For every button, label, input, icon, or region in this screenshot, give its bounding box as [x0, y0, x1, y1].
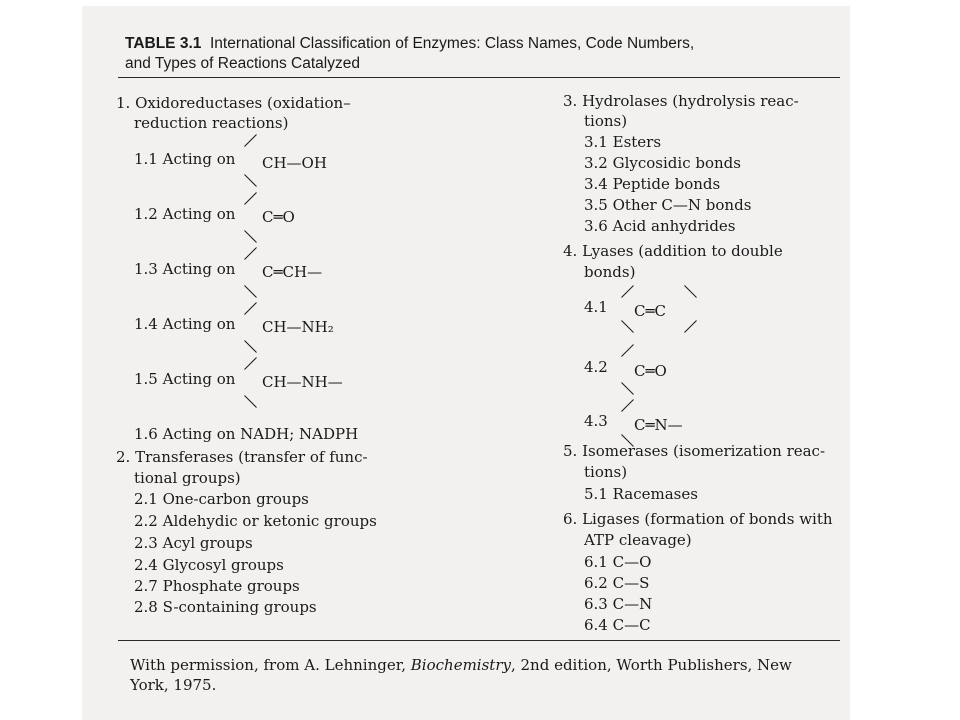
credit-book: Biochemistry: [410, 656, 511, 674]
table-caption: [125, 34, 694, 54]
group-4-1: C═C: [634, 302, 666, 320]
class-4-title: 4. Lyases (addition to double: [563, 242, 783, 260]
entry-3-6: 3.6 Acid anhydrides: [584, 217, 736, 235]
top-rule: [118, 77, 840, 78]
class-2-title-cont: tional groups): [134, 469, 241, 487]
entry-3-2: 3.2 Glycosidic bonds: [584, 154, 741, 172]
entry-2-3: 2.3 Acyl groups: [134, 534, 253, 552]
caption-line-2: and Types of Reactions Catalyzed: [125, 55, 360, 72]
entry-2-7: 2.7 Phosphate groups: [134, 577, 300, 595]
entry-2-1: 2.1 One-carbon groups: [134, 490, 309, 508]
entry-5-1: 5.1 Racemases: [584, 485, 698, 503]
bottom-rule: [118, 640, 840, 641]
entry-3-4: 3.4 Peptide bonds: [584, 175, 721, 193]
class-6-title: 6. Ligases (formation of bonds with: [563, 510, 833, 528]
credit-post: , 2nd edition, Worth Publishers, New: [510, 656, 792, 674]
group-4-2: C═O: [634, 362, 667, 380]
entry-4-1: 4.1: [584, 298, 608, 316]
entry-6-4: 6.4 C—C: [584, 616, 651, 634]
class-3-title-cont: tions): [584, 112, 628, 130]
entry-2-2: 2.2 Aldehydic or ketonic groups: [134, 512, 377, 530]
entry-1-3: 1.3 Acting on: [134, 260, 236, 278]
table-label: TABLE 3.1: [125, 35, 202, 52]
entry-6-2: 6.2 C—S: [584, 574, 650, 592]
class-6-title-cont: ATP cleavage): [584, 531, 692, 549]
entry-6-3: 6.3 C—N: [584, 595, 653, 613]
credit-line-2: York, 1975.: [130, 676, 217, 694]
entry-1-4: 1.4 Acting on: [134, 315, 236, 333]
class-3-title: 3. Hydrolases (hydrolysis reac-: [563, 92, 799, 110]
entry-2-8: 2.8 S-containing groups: [134, 598, 317, 616]
entry-1-5: 1.5 Acting on: [134, 370, 236, 388]
class-4-title-cont: bonds): [584, 263, 636, 281]
caption-line-1: International Classification of Enzymes: Class Names, Code Numbers,: [210, 35, 695, 52]
class-1-title-cont: reduction reactions): [134, 114, 289, 132]
credit-pre: With permission, from A. Lehninger,: [130, 656, 406, 674]
group-1-3: C═CH—: [262, 263, 323, 281]
entry-1-1: 1.1 Acting on: [134, 150, 236, 168]
entry-2-4: 2.4 Glycosyl groups: [134, 556, 284, 574]
entry-4-2: 4.2: [584, 358, 608, 376]
source-credit: [130, 655, 850, 695]
entry-1-6: 1.6 Acting on NADH; NADPH: [134, 425, 359, 443]
group-1-5: CH—NH—: [262, 373, 343, 391]
entry-4-3: 4.3: [584, 412, 608, 430]
group-1-4: CH—NH₂: [262, 318, 334, 336]
group-1-1: CH—OH: [262, 154, 327, 172]
entry-6-1: 6.1 C—O: [584, 553, 652, 571]
entry-3-1: 3.1 Esters: [584, 133, 662, 151]
entry-1-2: 1.2 Acting on: [134, 205, 236, 223]
group-4-3: C═N—: [634, 416, 683, 434]
group-1-2: C═O: [262, 208, 295, 226]
class-1-title: 1. Oxidoreductases (oxidation–: [116, 94, 351, 112]
class-2-title: 2. Transferases (transfer of func-: [116, 448, 368, 466]
class-5-title: 5. Isomerases (isomerization reac-: [563, 442, 826, 460]
entry-3-5: 3.5 Other C—N bonds: [584, 196, 752, 214]
class-5-title-cont: tions): [584, 463, 628, 481]
